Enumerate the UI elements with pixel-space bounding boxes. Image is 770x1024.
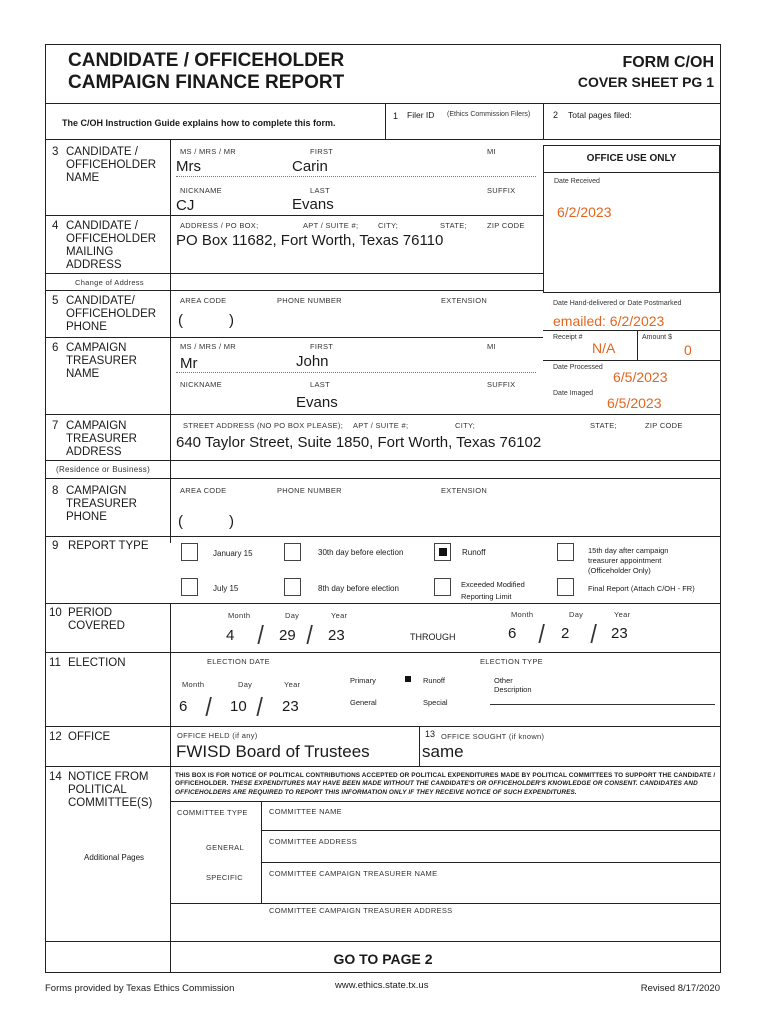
s3-title-value[interactable]: Mrs [176, 158, 201, 175]
s14-treas-addr-label: COMMITTEE CAMPAIGN TREASURER ADDRESS [269, 906, 453, 915]
s7-label-3: ADDRESS [66, 446, 122, 458]
s4-label-2: OFFICEHOLDER [66, 233, 157, 245]
s14-notice-italic: THESE EXPENDITURES MAY HAVE BEEN MADE WITHOUT THE CANDIDATE'S OR OFFICEHOLDER'S KNOWLEDGE OR CONSENT. CANDIDATES AND OFFICEHOLDERS ARE REQUIRED TO REPORT THIS INFORMATION ONLY IF THEY RECEIVE NOTICE OF SUCH EXPENDITURES. [175, 780, 698, 796]
divider [261, 830, 721, 831]
s3-label-2: OFFICEHOLDER [66, 159, 157, 171]
opt-15th-day-1: 15th day after campaign [588, 546, 669, 555]
date-separator: / [257, 620, 264, 650]
s3-label-3: NAME [66, 172, 100, 184]
s14-label-1: NOTICE FROM [68, 771, 149, 783]
opt-runoff: Runoff [462, 548, 486, 557]
s3-nickname-label: NICKNAME [180, 186, 222, 195]
date-received-label: Date Received [554, 178, 600, 185]
s14-label-3: COMMITTEE(S) [68, 797, 153, 809]
s3-suffix-label: SUFFIX [487, 186, 516, 195]
s6-suffix-label: SUFFIX [487, 380, 516, 389]
s11-month-label: Month [182, 680, 205, 689]
s6-label-3: NAME [66, 368, 100, 380]
s10-month-label: Month [228, 611, 251, 620]
s8-ext-label: EXTENSION [441, 486, 488, 495]
date-separator: / [205, 692, 212, 722]
s9-label: REPORT TYPE [68, 540, 149, 552]
filer-id-note: (Ethics Commission Filers) [447, 111, 531, 118]
s3-mi-label: MI [487, 147, 496, 156]
s11-day-label: Day [238, 680, 253, 689]
opt-15th-day-2: treasurer appointment [588, 556, 662, 565]
checkbox-january-15[interactable] [181, 543, 198, 561]
s4-zip-label: ZIP CODE [487, 221, 525, 230]
opt-january-15: January 15 [213, 549, 253, 558]
s7-label-1: CAMPAIGN [66, 420, 127, 432]
divider [45, 460, 721, 461]
divider [176, 176, 536, 177]
s10-label-1: PERIOD [68, 607, 113, 619]
form-cover-sheet: COVER SHEET PG 1 [577, 74, 714, 90]
divider [45, 414, 721, 415]
s8-label-3: PHONE [66, 511, 107, 523]
s10-day-label: Day [285, 611, 300, 620]
s11-month-value[interactable]: 6 [179, 698, 188, 715]
goto-page-2: GO TO PAGE 2 [333, 951, 433, 967]
footer-revised: Revised 8/17/2020 [640, 983, 720, 994]
label-column-divider-lower [170, 603, 171, 972]
divider [261, 801, 262, 903]
s3-label-1: CANDIDATE / [66, 146, 138, 158]
checkbox-runoff-mark [439, 548, 447, 556]
s5-paren-close: ) [229, 312, 234, 329]
divider [45, 941, 721, 942]
divider [176, 372, 536, 373]
s6-first-value[interactable]: John [296, 353, 329, 370]
s11-year-value[interactable]: 23 [282, 698, 299, 715]
s6-last-value[interactable]: Evans [296, 394, 338, 411]
s14-specific: SPECIFIC [206, 873, 243, 882]
s10-label-2: COVERED [68, 620, 125, 632]
date-separator: / [538, 619, 545, 649]
s6-label-1: CAMPAIGN [66, 342, 127, 354]
s4-label-1: CANDIDATE / [66, 220, 138, 232]
date-hand-value: emailed: 6/2/2023 [553, 313, 665, 329]
processed-value: 6/5/2023 [613, 369, 668, 385]
opt-exceeded-1: Exceeded Modified [461, 580, 525, 589]
s10-year-label: Year [331, 611, 348, 620]
divider [45, 726, 721, 727]
s3-last-label: LAST [310, 186, 330, 195]
s10-to-year[interactable]: 23 [611, 625, 628, 642]
s11-runoff-mark[interactable] [405, 676, 411, 682]
label-column-divider [170, 139, 171, 543]
s8-paren-close: ) [229, 513, 234, 530]
s6-last-label: LAST [310, 380, 330, 389]
divider [45, 536, 721, 537]
s5-num: 5 [52, 295, 59, 307]
s8-paren-open: ( [178, 513, 183, 530]
s12-label: OFFICE [68, 731, 111, 743]
form-title-line2: CAMPAIGN FINANCE REPORT [68, 72, 345, 93]
imaged-value: 6/5/2023 [607, 395, 662, 411]
s10-from-month[interactable]: 4 [226, 627, 235, 644]
divider [419, 726, 420, 766]
s11-primary: Primary [350, 676, 376, 685]
s7-city-label: CITY; [455, 421, 476, 430]
s11-num: 11 [49, 657, 61, 669]
s14-address-label: COMMITTEE ADDRESS [269, 837, 358, 846]
s14-label-2: POLITICAL [68, 784, 127, 796]
s7-zip-label: ZIP CODE [645, 421, 683, 430]
s5-paren-open: ( [178, 312, 183, 329]
residence-label: (Residence or Business) [56, 465, 151, 474]
s3-first-value[interactable]: Carin [292, 158, 328, 175]
s11-general: General [350, 698, 377, 707]
s10-to-day-label: Day [569, 610, 584, 619]
s11-special: Special [423, 698, 448, 707]
s4-address-label: ADDRESS / PO BOX; [180, 221, 259, 230]
s6-nickname-label: NICKNAME [180, 380, 222, 389]
s7-address-value[interactable]: 640 Taylor Street, Suite 1850, Fort Worth, Texas 76102 [176, 434, 542, 451]
s14-notice-plain: THIS BOX IS FOR NOTICE OF POLITICAL CONTRIBUTIONS ACCEPTED OR POLITICAL EXPENDITURES MADE BY POLITICAL COMMITTEES TO SUPPORT THE CANDIDATE / OFFICEHOLDER. [175, 772, 716, 788]
s14-general: GENERAL [206, 843, 244, 852]
receipt-label: Receipt # [553, 334, 583, 341]
s6-ms-label: MS / MRS / MR [180, 342, 236, 351]
footer-provided: Forms provided by Texas Ethics Commission [45, 983, 235, 994]
s7-street-label: STREET ADDRESS (NO PO BOX PLEASE); [183, 421, 344, 430]
amount-value: 0 [684, 342, 692, 358]
s3-nickname-value[interactable]: CJ [176, 197, 195, 214]
date-hand-label: Date Hand-delivered or Date Postmarked [553, 300, 682, 307]
imaged-label: Date Imaged [553, 390, 594, 397]
filer-id-num: 1 [393, 111, 399, 121]
s3-last-value[interactable]: Evans [292, 196, 334, 213]
s9-num: 9 [52, 540, 59, 552]
divider [170, 903, 721, 904]
filer-id-label: Filer ID [407, 110, 435, 120]
date-separator: / [306, 620, 313, 650]
s4-city-label: CITY; [378, 221, 399, 230]
s10-num: 10 [49, 607, 62, 619]
office-use-title: OFFICE USE ONLY [586, 153, 677, 164]
divider [543, 172, 720, 173]
checkbox-8th-day[interactable] [284, 578, 301, 596]
divider [45, 103, 721, 104]
divider [45, 652, 721, 653]
s8-label-1: CAMPAIGN [66, 485, 127, 497]
total-pages-label: Total pages filed: [568, 110, 632, 120]
additional-pages-label: Additional Pages [84, 853, 145, 862]
s14-name-label: COMMITTEE NAME [269, 807, 342, 816]
divider [543, 360, 720, 361]
s4-label-3: MAILING [66, 246, 114, 258]
checkbox-30th-day[interactable] [284, 543, 301, 561]
s14-notice [175, 772, 717, 797]
s11-label: ELECTION [68, 657, 126, 669]
s6-label-2: TREASURER [66, 355, 137, 367]
checkbox-15th-day[interactable] [557, 543, 574, 561]
s4-address-value[interactable]: PO Box 11682, Fort Worth, Texas 76110 [176, 232, 444, 249]
s5-area-label: AREA CODE [180, 296, 227, 305]
s13-sought-value[interactable]: same [422, 742, 464, 761]
s11-type-label: ELECTION TYPE [480, 657, 543, 666]
s7-apt-label: APT / SUITE #; [353, 421, 409, 430]
s5-ext-label: EXTENSION [441, 296, 488, 305]
opt-july-15: July 15 [213, 584, 239, 593]
divider [543, 330, 720, 331]
s4-label-4: ADDRESS [66, 259, 122, 271]
s12-held-label: OFFICE HELD (if any) [177, 731, 258, 740]
s6-num: 6 [52, 342, 59, 354]
s11-date-label: ELECTION DATE [207, 657, 270, 666]
opt-exceeded-2: Reporting Limit [461, 592, 512, 601]
s5-label-3: PHONE [66, 321, 107, 333]
s7-label-2: TREASURER [66, 433, 137, 445]
s10-to-day[interactable]: 2 [561, 625, 570, 642]
date-received-value: 6/2/2023 [557, 204, 612, 220]
divider [45, 603, 721, 604]
s4-apt-label: APT / SUITE #; [303, 221, 359, 230]
checkbox-july-15[interactable] [181, 578, 198, 596]
divider [45, 290, 543, 291]
receipt-value: N/A [592, 340, 616, 356]
change-of-address-label: Change of Address [75, 278, 144, 287]
divider [45, 273, 543, 274]
s12-num: 12 [49, 731, 62, 743]
s11-year-label: Year [284, 680, 301, 689]
s10-from-year[interactable]: 23 [328, 627, 345, 644]
divider [45, 478, 721, 479]
s11-other-1: Other [494, 676, 513, 685]
divider [543, 103, 544, 139]
through-label: THROUGH [410, 632, 456, 642]
divider [261, 862, 721, 863]
s8-label-2: TREASURER [66, 498, 137, 510]
divider [637, 330, 638, 360]
s10-to-month[interactable]: 6 [508, 625, 517, 642]
divider [45, 139, 721, 140]
opt-8th-day: 8th day before election [318, 584, 399, 593]
divider [385, 103, 386, 139]
s7-num: 7 [52, 420, 59, 432]
s8-phone-label: PHONE NUMBER [277, 486, 342, 495]
s4-state-label: STATE; [440, 221, 467, 230]
s8-area-label: AREA CODE [180, 486, 227, 495]
s5-label-1: CANDIDATE/ [66, 295, 135, 307]
s14-num: 14 [49, 771, 62, 783]
s14-type-label: COMMITTEE TYPE [177, 808, 248, 817]
checkbox-exceeded[interactable] [434, 578, 451, 596]
divider [45, 766, 721, 767]
processed-label: Date Processed [553, 364, 603, 371]
s14-treas-name-label: COMMITTEE CAMPAIGN TREASURER NAME [269, 869, 438, 878]
footer-url[interactable]: www.ethics.state.tx.us [335, 980, 429, 991]
form-title-line1: CANDIDATE / OFFICEHOLDER [68, 50, 345, 71]
s12-held-value[interactable]: FWISD Board of Trustees [176, 742, 370, 761]
opt-30th-day: 30th day before election [318, 548, 404, 557]
s5-label-2: OFFICEHOLDER [66, 308, 157, 320]
date-separator: / [590, 619, 597, 649]
instruction-text: The C/OH Instruction Guide explains how to complete this form. [62, 118, 336, 128]
opt-final-report: Final Report (Attach C/OH - FR) [588, 584, 695, 593]
s13-sought-label: OFFICE SOUGHT (if known) [441, 732, 545, 741]
amount-label: Amount $ [642, 334, 672, 341]
s10-to-year-label: Year [614, 610, 631, 619]
s7-state-label: STATE; [590, 421, 617, 430]
s6-mi-label: MI [487, 342, 496, 351]
s3-num: 3 [52, 146, 59, 158]
s11-runoff: Runoff [423, 676, 445, 685]
opt-15th-day-3: (Officeholder Only) [588, 566, 651, 575]
date-separator: / [256, 692, 263, 722]
s8-num: 8 [52, 485, 59, 497]
s11-other-2: Description [494, 685, 532, 694]
divider [45, 215, 543, 216]
s5-phone-label: PHONE NUMBER [277, 296, 342, 305]
s11-day-value[interactable]: 10 [230, 698, 247, 715]
s10-from-day[interactable]: 29 [279, 627, 296, 644]
s3-first-label: FIRST [310, 147, 334, 156]
divider [45, 337, 543, 338]
divider [170, 801, 721, 802]
s13-num: 13 [425, 729, 436, 739]
s10-to-month-label: Month [511, 610, 534, 619]
s6-first-label: FIRST [310, 342, 334, 351]
other-description-line[interactable] [490, 704, 715, 705]
s6-title-value[interactable]: Mr [180, 355, 198, 372]
s4-num: 4 [52, 220, 59, 232]
total-pages-num: 2 [553, 110, 559, 120]
form-code: FORM C/OH [622, 54, 714, 71]
s3-ms-label: MS / MRS / MR [180, 147, 236, 156]
checkbox-final-report[interactable] [557, 578, 574, 596]
